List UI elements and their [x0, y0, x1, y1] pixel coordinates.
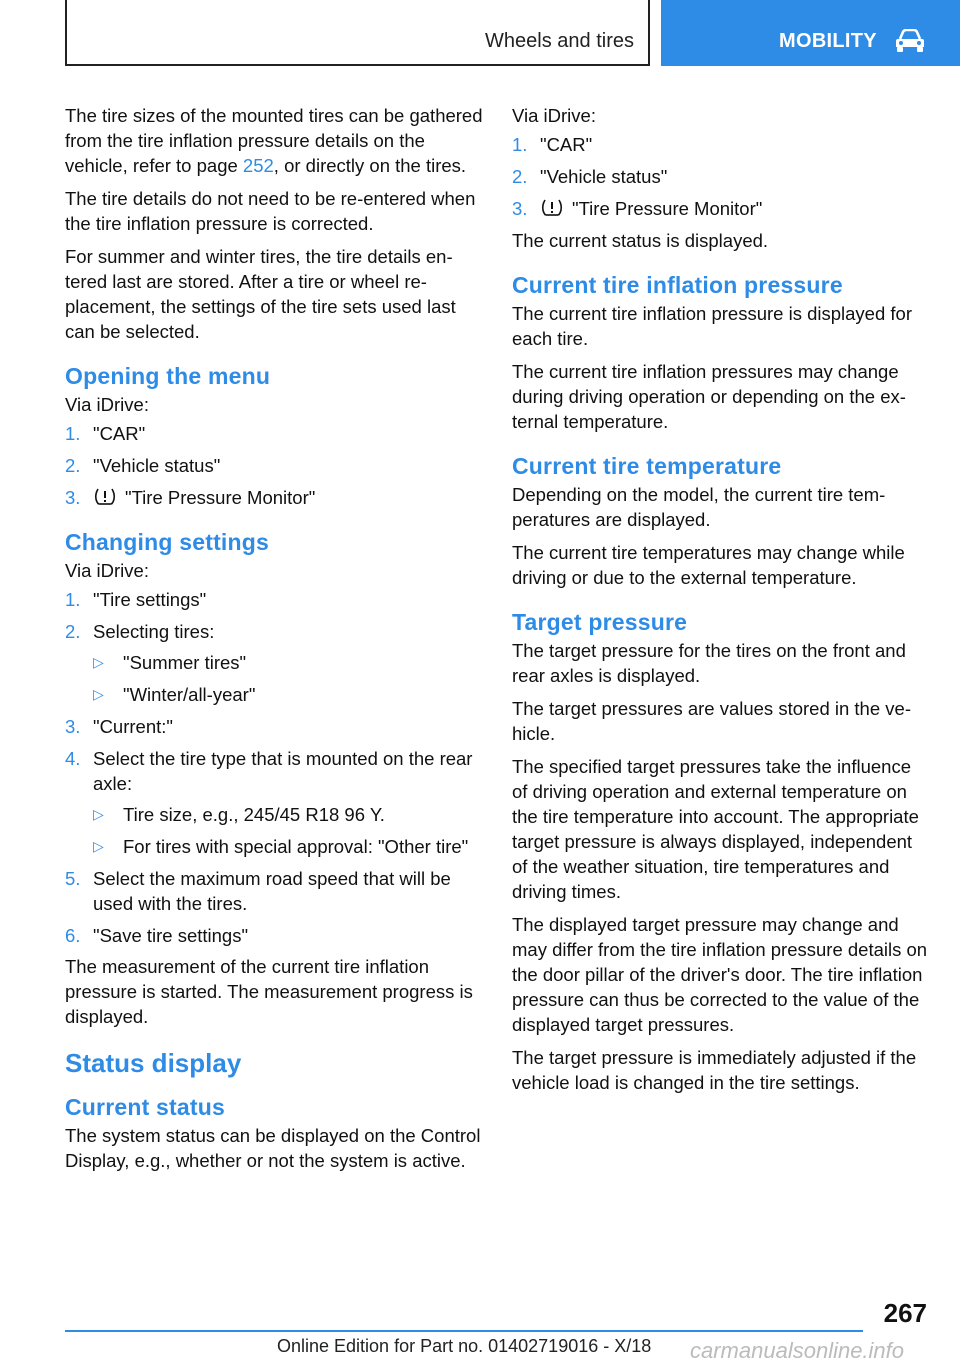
via-idrive-label: Via iDrive:	[512, 105, 596, 126]
settings-steps-list	[65, 587, 483, 948]
right-column	[512, 103, 930, 1103]
bullet-item: ▷ For tires with special approval: "Other tire"	[93, 836, 469, 857]
paragraph-target-1: The target pressure for the tires on the front and rear axles is displayed.	[512, 640, 906, 686]
list-item: 1. "Tire settings"	[65, 589, 207, 610]
paragraph-temperature-1: Depending on the model, the current tire temperatures are displayed.	[512, 484, 886, 530]
list-item: 6. "Save tire settings"	[65, 925, 249, 946]
header-section-title: Wheels and tires	[485, 30, 634, 52]
triangle-bullet-icon: ▷	[93, 838, 104, 854]
paragraph-system-status: The system status can be displayed on the Control Display, e.g., whether or not the system is active.	[65, 1125, 481, 1171]
list-item: 3. "Current:"	[65, 716, 173, 737]
triangle-bullet-icon: ▷	[93, 686, 104, 702]
list-item: 1. "CAR"	[512, 134, 593, 155]
paragraph-summer-winter: For summer and winter tires, the tire details entered last are stored. After a tire or wheel replacement, the settings of the tire sets used last can be selected.	[65, 246, 456, 342]
bullet-item: ▷ "Winter/all-year"	[93, 684, 256, 705]
car-icon	[894, 29, 926, 53]
triangle-bullet-icon: ▷	[93, 806, 104, 822]
heading-target-pressure: Target pressure	[512, 609, 688, 635]
heading-current-inflation: Current tire inflation pressure	[512, 272, 843, 298]
heading-changing-settings: Changing settings	[65, 529, 270, 555]
paragraph-status-displayed: The current status is displayed.	[512, 230, 769, 251]
paragraph-re-entered: The tire details do not need to be re‑entered when the tire inflation pressure is corrected.	[65, 188, 476, 234]
list-item: 2. Selecting tires: ▷ "Summer tires" ▷ "Winter/all-year"	[65, 619, 483, 707]
via-idrive-label: Via iDrive:	[65, 560, 149, 581]
page-link[interactable]: 252	[242, 155, 274, 176]
bullet-item: ▷ "Summer tires"	[93, 652, 247, 673]
page-number: 267	[883, 1298, 927, 1328]
watermark: carmanualsonline.info	[690, 1338, 905, 1362]
triangle-bullet-icon: ▷	[93, 654, 104, 670]
paragraph-target-3: The specified target pressures take the influence of driving operation and external temperature on the tire temperature into account. The appropriate target pressure is always displayed, independent of the weather situation, tire temperatures and driving times.	[512, 756, 919, 902]
paragraph-target-2: The target pressures are values stored in the vehicle.	[512, 698, 911, 744]
list-item: 4. Select the tire type that is mounted on the rear axle: ▷ Tire size, e.g., 245/45 R18 96 Y. ▷ For tires with special approval: "Other tire"	[65, 746, 483, 859]
left-column	[65, 103, 483, 1181]
heading-status-display: Status display	[65, 1048, 242, 1078]
list-item: 5. Select the maximum road speed that will be used with the tires.	[65, 868, 451, 914]
paragraph-inflation-1: The current tire inflation pressure is displayed for each tire.	[512, 303, 912, 349]
tire-pressure-warning-icon	[540, 198, 564, 218]
heading-current-temperature: Current tire temperature	[512, 453, 782, 479]
heading-current-status: Current status	[65, 1094, 225, 1120]
bullet-item: ▷ Tire size, e.g., 245/45 R18 96 Y.	[93, 804, 385, 825]
paragraph-target-4: The displayed target pressure may change and may differ from the tire inflation pressure details on the door pillar of the driver's door. The tire inflation pressure can thus be corrected to the value of the displayed target pressures.	[512, 914, 928, 1035]
menu-steps-list	[65, 421, 483, 510]
list-item: 2. "Vehicle status"	[65, 455, 221, 476]
header-section-box	[65, 0, 650, 66]
paragraph-measurement: The measurement of the current tire inflation pressure is started. The measurement progress is displayed.	[65, 956, 473, 1027]
list-item: 3. "Tire Pressure Monitor"	[65, 487, 316, 508]
list-item: 1. "CAR"	[65, 423, 146, 444]
status-steps-list	[512, 132, 930, 221]
footer-edition: Online Edition for Part no. 01402719016 - X/18	[277, 1336, 652, 1356]
paragraph-target-5: The target pressure is immediately adjusted if the vehicle load is changed in the tire settings.	[512, 1047, 917, 1093]
header-chapter-tab	[661, 0, 960, 66]
list-item: 2. "Vehicle status"	[512, 166, 668, 187]
bullet-list	[93, 650, 483, 707]
paragraph-inflation-2: The current tire inflation pressures may change during driving operation or depending on the external temperature.	[512, 361, 906, 432]
paragraph-tire-sizes: The tire sizes of the mounted tires can be gathered from the tire inflation pressure details on the vehicle, refer to page 252, or directly on the tires.	[65, 105, 483, 176]
heading-opening-menu: Opening the menu	[65, 363, 271, 389]
footer-divider	[65, 1330, 863, 1332]
list-item: 3. "Tire Pressure Monitor"	[512, 198, 763, 219]
header-chapter-title: MOBILITY	[779, 30, 877, 52]
via-idrive-label: Via iDrive:	[65, 394, 149, 415]
tire-pressure-warning-icon	[93, 487, 117, 507]
bullet-list	[93, 802, 483, 859]
paragraph-temperature-2: The current tire temperatures may change while driving or due to the external temperature.	[512, 542, 905, 588]
